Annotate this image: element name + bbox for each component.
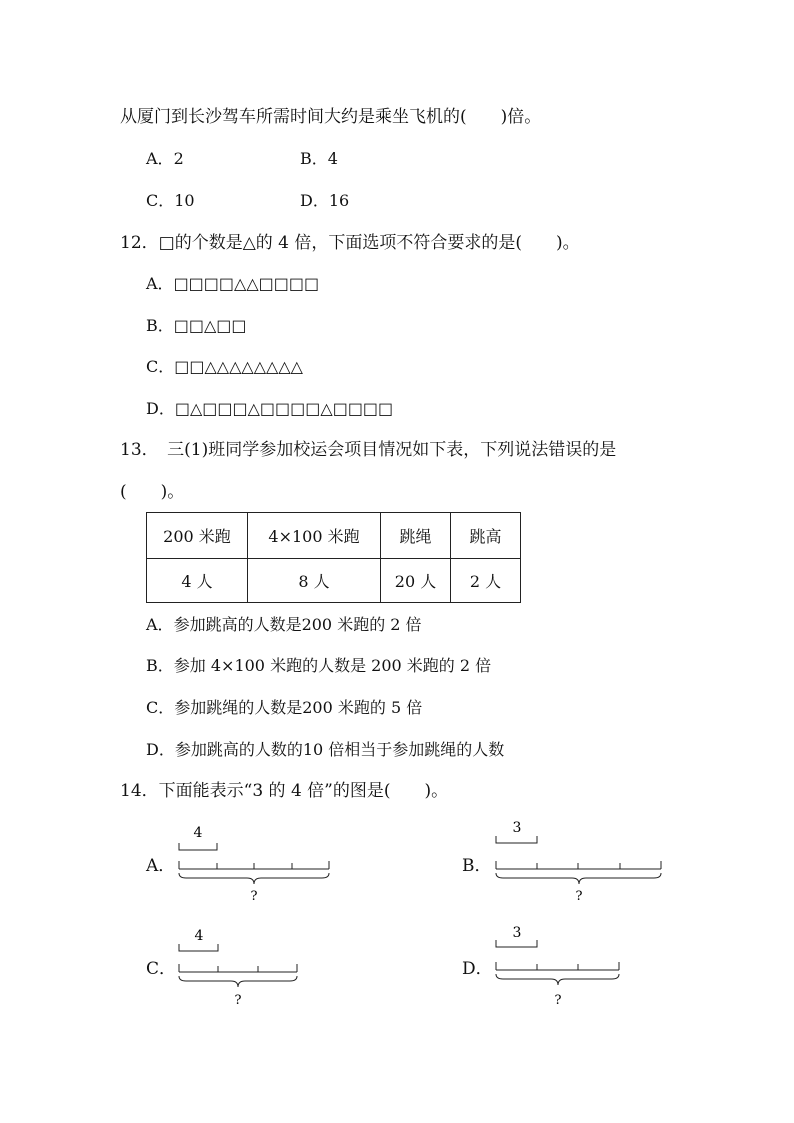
table-cell: 8 人 — [248, 559, 381, 603]
option-letter: D． — [300, 191, 329, 210]
option-text: □□△□□ — [173, 316, 247, 335]
option-letter: A． — [146, 149, 174, 168]
option-text: 参加跳高的人数是200 米跑的 2 倍 — [173, 615, 422, 634]
total-label: ? — [575, 889, 583, 904]
q14-option-b-letter[interactable]: B． — [462, 856, 492, 876]
option-text: 参加跳绳的人数是200 米跑的 5 倍 — [174, 698, 423, 717]
q12-option-b[interactable] — [146, 318, 247, 334]
table-cell: 4 人 — [147, 559, 248, 603]
q11-stem: 从厦门到长沙驾车所需时间大约是乘坐飞机的( )倍。 — [120, 107, 542, 127]
segment-bracket — [179, 944, 218, 951]
q14-option-a-letter[interactable]: A． — [146, 856, 176, 876]
segment-label: 3 — [512, 925, 522, 941]
table-header-cell: 跳绳 — [381, 513, 451, 559]
segment-bracket — [496, 940, 537, 947]
q12-option-c[interactable] — [146, 359, 303, 375]
option-letter: B． — [146, 656, 174, 675]
option-text: 10 — [174, 191, 195, 210]
segment-label: 4 — [194, 928, 204, 944]
q13-stem: 13． 三(1)班同学参加校运会项目情况如下表，下列说法错误的是 — [120, 440, 617, 460]
option-text: 2 — [173, 149, 184, 168]
table-header-cell: 200 米跑 — [147, 513, 248, 559]
option-letter: D． — [146, 740, 175, 759]
segment-label: 3 — [512, 820, 522, 836]
q13-option-b[interactable] — [146, 658, 491, 674]
table-row — [147, 559, 521, 603]
option-letter: C． — [146, 357, 175, 376]
q12-option-d[interactable] — [146, 401, 393, 417]
q11-option-b[interactable] — [300, 151, 338, 167]
q13-option-a[interactable] — [146, 617, 422, 633]
option-text: □△□□□△□□□□△□□□□ — [174, 399, 394, 418]
q11-option-d[interactable] — [300, 193, 349, 209]
total-brace — [179, 976, 297, 987]
option-letter: C． — [146, 698, 175, 717]
table-cell: 20 人 — [381, 559, 451, 603]
option-text: 16 — [328, 191, 350, 210]
table-header-cell: 4×100 米跑 — [248, 513, 381, 559]
total-brace — [496, 974, 619, 985]
q11-option-c[interactable] — [146, 193, 195, 209]
segment-bracket — [179, 843, 217, 850]
table-header-row — [147, 513, 521, 559]
total-label: ? — [234, 993, 242, 1008]
segment-label: 4 — [193, 825, 203, 841]
option-letter: B． — [146, 316, 174, 335]
q14-option-b-diagram[interactable] — [488, 816, 668, 906]
q13-table — [146, 512, 521, 603]
q12-stem: 12．□的个数是△的 4 倍，下面选项不符合要求的是( )。 — [120, 233, 580, 253]
table-header-cell: 跳高 — [451, 513, 521, 559]
q12-option-a[interactable] — [146, 276, 319, 292]
q14-option-a-diagram[interactable] — [172, 820, 338, 906]
q14-option-c-letter[interactable]: C． — [146, 959, 177, 979]
option-text: □□□□△△□□□□ — [173, 274, 320, 293]
q14-option-c-diagram[interactable] — [172, 922, 304, 1012]
option-letter: B． — [300, 149, 328, 168]
total-brace — [179, 873, 329, 884]
q11-option-a[interactable] — [146, 151, 184, 167]
option-text: □□△△△△△△△△ — [174, 357, 303, 376]
q13-stem-cont: ( )。 — [120, 482, 185, 502]
option-text: 4 — [327, 149, 338, 168]
option-letter: A． — [146, 615, 174, 634]
q14-option-d-letter[interactable]: D． — [462, 959, 493, 979]
option-letter: D． — [146, 399, 175, 418]
option-text: 参加跳高的人数的10 倍相当于参加跳绳的人数 — [174, 740, 505, 759]
option-letter: A． — [146, 274, 174, 293]
q13-option-d[interactable] — [146, 742, 504, 758]
total-label: ? — [554, 993, 562, 1008]
total-brace — [496, 873, 661, 884]
total-label: ? — [250, 889, 258, 904]
q13-option-c[interactable] — [146, 700, 422, 716]
segment-bracket — [496, 836, 537, 843]
option-text: 参加 4×100 米跑的人数是 200 米跑的 2 倍 — [173, 656, 492, 675]
q14-stem: 14．下面能表示“3 的 4 倍”的图是( )。 — [120, 781, 449, 801]
table-cell: 2 人 — [451, 559, 521, 603]
option-letter: C． — [146, 191, 175, 210]
q14-option-d-diagram[interactable] — [488, 920, 626, 1012]
